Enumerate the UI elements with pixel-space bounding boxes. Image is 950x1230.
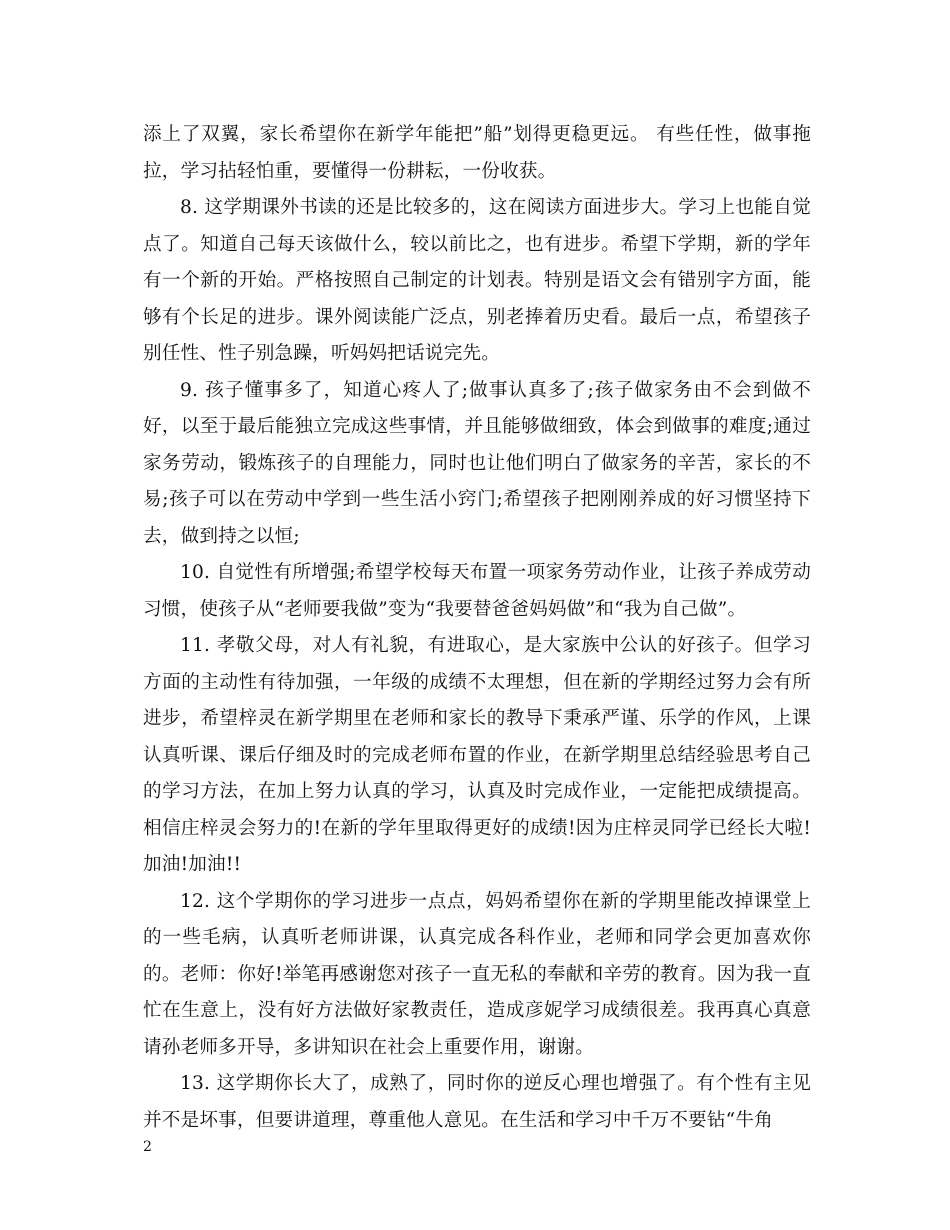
paragraph-continuation: 添上了双翼，家长希望你在新学年能把”船”划得更稳更远。 有些任性，做事拖拉，学习拈轻怕重，要懂得一份耕耘，一份收获。 xyxy=(143,124,811,182)
paragraph-item-13: 13. 这学期你长大了，成熟了，同时你的逆反心理也增强了。有个性有主见并不是坏事，但要讲道理，尊重他人意见。在生活和学习中千万不要钻“牛角 xyxy=(143,1073,811,1131)
paragraph-item-10: 10. 自觉性有所增强;希望学校每天布置一项家务劳动作业，让孩子养成劳动习惯，使孩子从“老师要我做”变为“我要替爸爸妈妈做”和“我为自己做”。 xyxy=(143,562,811,620)
page-body xyxy=(143,117,811,1139)
paragraph-item-8: 8. 这学期课外书读的还是比较多的，这在阅读方面进步大。学习上也能自觉点了。知道自己每天该做什么，较以前比之，也有进步。希望下学期，新的学年有一个新的开始。严格按照自己制定的计划表。特别是语文会有错别字方面，能够有个长足的进步。课外阅读能广泛点，别老捧着历史看。最后一点，希望孩子别任性、性子别急躁，听妈妈把话说完先。 xyxy=(143,197,811,364)
page-number: 2 xyxy=(143,1139,152,1155)
paragraph-item-9: 9. 孩子懂事多了，知道心疼人了;做事认真多了;孩子做家务由不会到做不好，以至于最后能独立完成这些事情，并且能够做细致，体会到做事的难度;通过家务劳动，锻炼孩子的自理能力，同时也让他们明白了做家务的辛苦，家长的不易;孩子可以在劳动中学到一些生活小窍门;希望孩子把刚刚养成的好习惯坚持下去，做到持之以恒; xyxy=(143,379,811,547)
paragraph-item-11: 11. 孝敬父母，对人有礼貌，有进取心，是大家族中公认的好孩子。但学习方面的主动性有待加强，一年级的成绩不太理想，但在新的学期经过努力会有所进步，希望梓灵在新学期里在老师和家长的教导下秉承严谨、乐学的作风，上课认真听课、课后仔细及时的完成老师布置的作业，在新学期里总结经验思考自己的学习方法，在加上努力认真的学习，认真及时完成作业，一定能把成绩提高。相信庄梓灵会努力的!在新的学年里取得更好的成绩!因为庄梓灵同学已经长大啦!加油!加油!! xyxy=(143,635,811,875)
paragraph-item-12: 12. 这个学期你的学习进步一点点，妈妈希望你在新的学期里能改掉课堂上的一些毛病，认真听老师讲课，认真完成各科作业，老师和同学会更加喜欢你的。老师：你好!举笔再感谢您对孩子一直无私的奉献和辛劳的教育。因为我一直忙在生意上，没有好方法做好家教责任，造成彦妮学习成绩很差。我再真心真意请孙老师多开导，多讲知识在社会上重要作用，谢谢。 xyxy=(143,890,811,1058)
